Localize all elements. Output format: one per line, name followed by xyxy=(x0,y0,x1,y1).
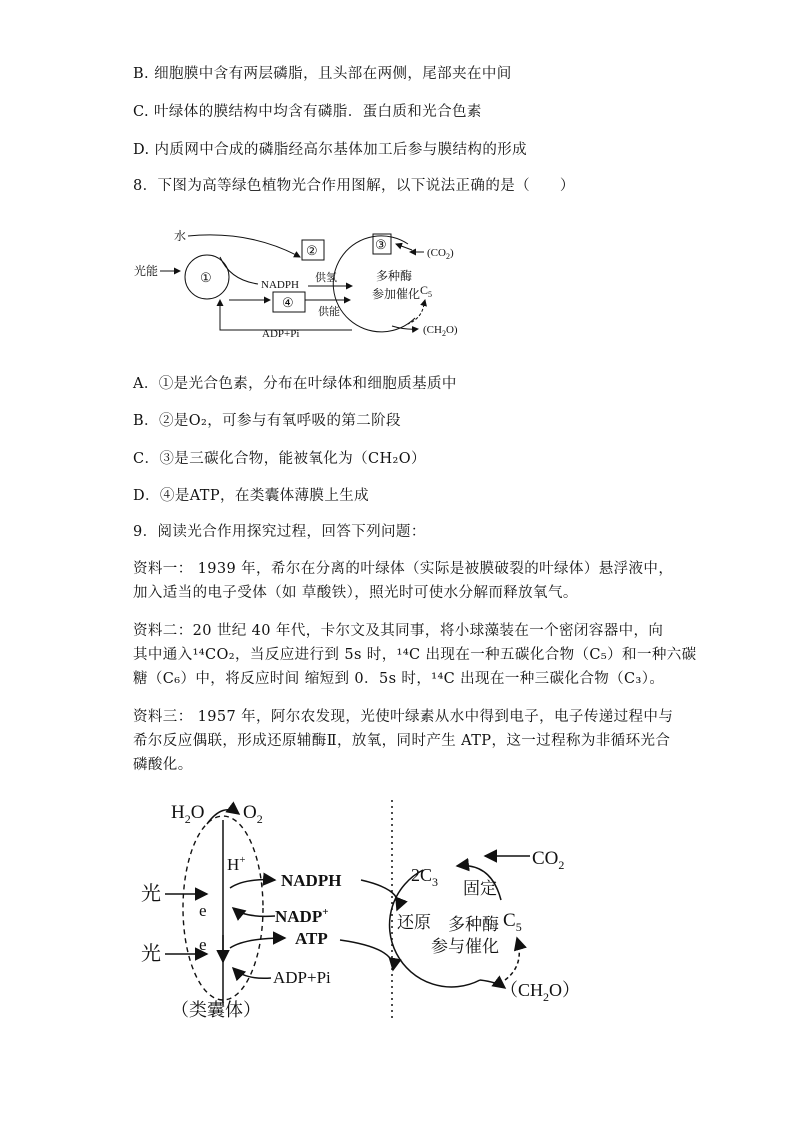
q9-co2-label: $CO_2$ xyxy=(532,848,565,872)
q9-enzyme-label-2: 参与催化 xyxy=(431,937,499,957)
q8-option-b: B．②是O₂，可参与有氧呼吸的第二阶段 xyxy=(133,413,401,429)
q9-enzyme-label-1: 多种酶 xyxy=(448,915,499,935)
q8-supply-energy-label: 供能 xyxy=(318,305,340,318)
q8-ch2o-label: $(CH_2O)$ xyxy=(423,324,458,338)
q9-e-label-2: e xyxy=(199,935,207,954)
q8-adp-label: ADP+Pi xyxy=(262,328,300,340)
q8-option-a: A．①是光合色素，分布在叶绿体和细胞质基质中 xyxy=(133,376,457,392)
q9-ch2o-label: $(CH_2O)$ xyxy=(500,980,581,1004)
q9-material3-line1: 资料三： 1957 年，阿尔农发现，光使叶绿素从水中得到电子，电子传递过程中与 xyxy=(133,709,674,725)
q9-c5-label: $C_5$ xyxy=(503,910,522,934)
q8-enzyme-label-2: 参加催化 xyxy=(372,287,421,301)
q8-option-d: D．④是ATP，在类囊体薄膜上生成 xyxy=(133,488,370,504)
q9-e-label-1: e xyxy=(199,901,207,920)
q8-label-3: ③ xyxy=(375,237,387,252)
q9-nadph-label: NADPH xyxy=(281,871,342,890)
q9-photosynthesis-diagram xyxy=(135,790,595,1030)
q8-photosynthesis-diagram xyxy=(130,222,480,347)
q9-thylakoid-label: （类囊体） xyxy=(171,1000,261,1021)
q9-material2-line3: 糖（C₆）中，将反应时间 缩短到 0．5s 时，¹⁴C 出现在一种三碳化合物（C₃）。 xyxy=(133,671,665,687)
q9-material2-line2: 其中通入¹⁴CO₂，当反应进行到 5s 时，¹⁴C 出现在一种五碳化合物（C₅）和一种六碳 xyxy=(133,647,697,663)
q9-light-label-2: 光 xyxy=(141,941,161,965)
q9-c3-label: $2C_3$ xyxy=(411,865,439,889)
q9-o2-label: $O_2$ xyxy=(243,802,263,826)
q9-adp-label: ADP+Pi xyxy=(273,968,331,987)
q7-option-c: C. 叶绿体的膜结构中均含有磷脂．蛋白质和光合色素 xyxy=(133,104,482,120)
q9-material2-line1: 资料二：20 世纪 40 年代，卡尔文及其同事，将小球藻装在一个密闭容器中，向 xyxy=(133,623,664,639)
q9-reduce-label: 还原 xyxy=(397,913,431,933)
q8-option-c: C．③是三碳化合物，能被氧化为（CH₂O） xyxy=(133,451,426,467)
q9-light-label-1: 光 xyxy=(141,881,161,905)
q8-c5-label: $C_5$ xyxy=(420,283,433,299)
q9-material3-line3: 磷酸化。 xyxy=(133,757,193,773)
q9-h2o-label: $H_2O$ xyxy=(171,802,205,826)
q9-material1-line1: 资料一： 1939 年，希尔在分离的叶绿体（实际是被膜破裂的叶绿体）悬浮液中， xyxy=(133,561,674,577)
q9-atp-label: ATP xyxy=(295,929,328,948)
q8-nadph-label: NADPH xyxy=(261,279,299,291)
q8-label-4: ④ xyxy=(282,295,294,310)
q9-stem: 9．阅读光合作用探究过程，回答下列问题： xyxy=(133,524,426,540)
q8-supply-h-label: 供氢 xyxy=(315,271,337,284)
q8-enzyme-label-1: 多种酶 xyxy=(376,269,413,283)
q7-option-d: D. 内质网中合成的磷脂经高尔基体加工后参与膜结构的形成 xyxy=(133,142,528,158)
q8-water-label: 水 xyxy=(174,229,187,243)
q9-hplus-label: H+ xyxy=(227,854,246,874)
q9-material1-line2: 加入适当的电子受体（如 草酸铁），照光时可使水分解而释放氧气。 xyxy=(133,585,578,601)
q8-label-2: ② xyxy=(306,243,318,258)
q8-label-1: ① xyxy=(200,270,212,285)
q9-nadp-label: NADP+ xyxy=(275,906,329,926)
q8-light-label: 光能 xyxy=(134,264,159,278)
q9-material3-line2: 希尔反应偶联，形成还原辅酶Ⅱ，放氧，同时产生 ATP，这一过程称为非循环光合 xyxy=(133,733,671,749)
q7-option-b: B. 细胞膜中含有两层磷脂，且头部在两侧，尾部夹在中间 xyxy=(133,66,512,82)
q8-co2-label: $(CO_2)$ xyxy=(427,247,454,261)
q8-stem: 8．下图为高等绿色植物光合作用图解，以下说法正确的是（ ） xyxy=(133,178,575,194)
q9-fix-label: 固定 xyxy=(463,879,497,899)
